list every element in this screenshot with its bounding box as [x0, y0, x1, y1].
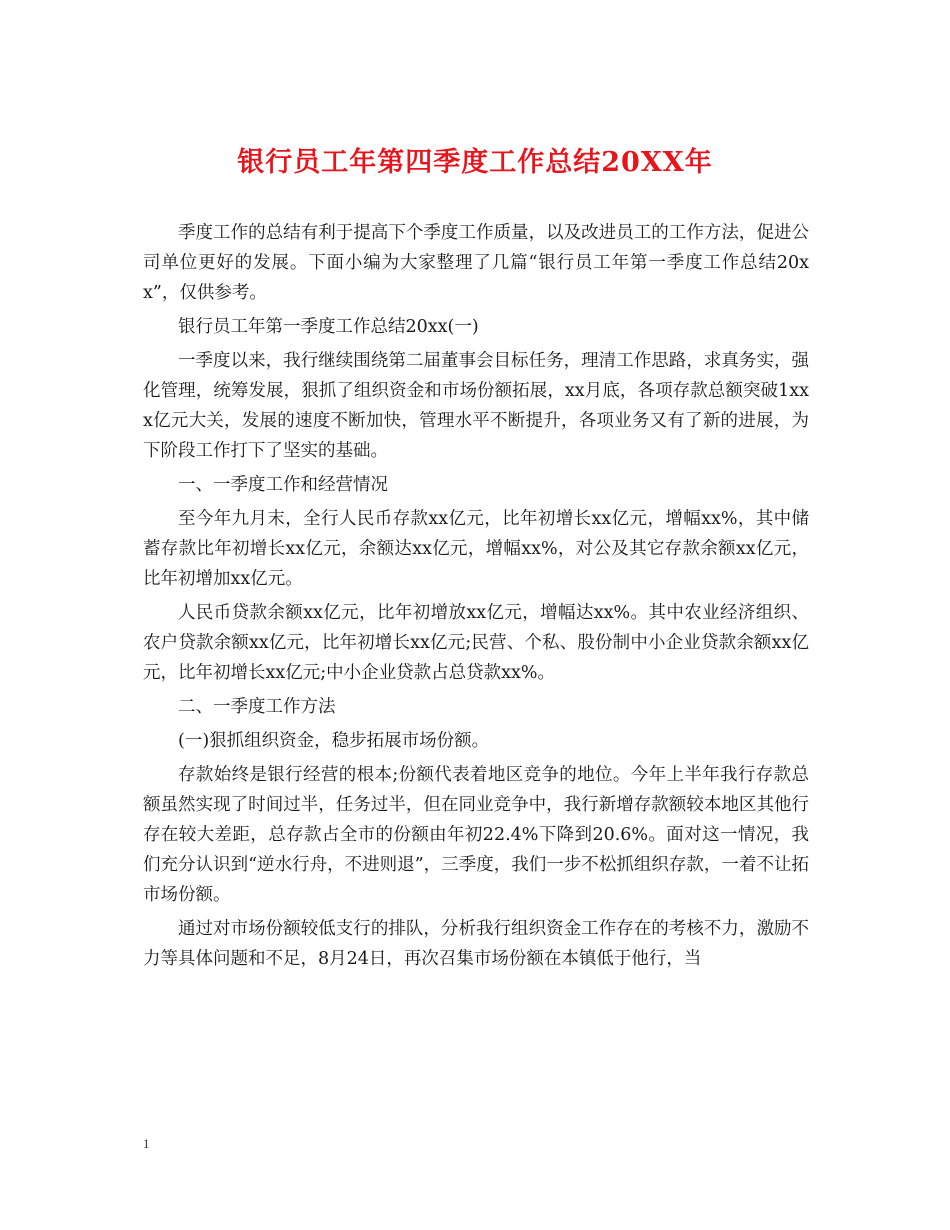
document-body — [143, 218, 809, 978]
subsection-heading-1: (一)狠抓组织资金，稳步拓展市场份额。 — [178, 731, 490, 751]
paragraph-deposits: 至今年九月末，全行人民币存款xx亿元，比年初增长xx亿元，增幅xx%，其中储蓄存款比年初增长xx亿元，余额达xx亿元，增幅xx%，对公及其它存款余额xx亿元，比年初增加xx亿元。 — [143, 509, 809, 589]
document-title: 银行员工年第四季度工作总结20XX年 — [237, 147, 713, 178]
paragraph-ranking: 通过对市场份额较低支行的排队，分析我行组织资金工作存在的考核不力，激励不力等具体问题和不足，8月24日，再次召集市场份额在本镇低于他行，当 — [143, 919, 809, 969]
section-heading-1: 一、一季度工作和经营情况 — [178, 475, 388, 495]
section-heading-2: 二、一季度工作方法 — [178, 697, 336, 717]
paragraph-market-share: 存款始终是银行经营的根本;份额代表着地区竞争的地位。今年上半年我行存款总额虽然实现了时间过半，任务过半，但在同业竞争中，我行新增存款额较本地区其他行存在较大差距，总存款占全市的份额由年初22.4%下降到20.6%。面对这一情况，我们充分认识到“逆水行舟，不进则退”，三季度，我们一步不松抓组织存款，一着不让拓市场份额。 — [143, 765, 809, 905]
paragraph-intro: 季度工作的总结有利于提高下个季度工作质量，以及改进员工的工作方法，促进公司单位更好的发展。下面小编为大家整理了几篇“银行员工年第一季度工作总结20xx”，仅供参考。 — [143, 223, 809, 303]
paragraph-overview: 一季度以来，我行继续围绕第二届董事会目标任务，理清工作思路，求真务实，强化管理，统筹发展，狠抓了组织资金和市场份额拓展，xx月底，各项存款总额突破1xxx亿元大关，发展的速度不断加快，管理水平不断提升，各项业务又有了新的进展，为下阶段工作打下了坚实的基础。 — [143, 351, 809, 461]
page-number: 1 — [143, 1136, 150, 1151]
paragraph-subtitle: 银行员工年第一季度工作总结20xx(一) — [178, 317, 479, 337]
paragraph-loans: 人民币贷款余额xx亿元，比年初增放xx亿元，增幅达xx%。其中农业经济组织、农户贷款余额xx亿元，比年初增长xx亿元;民营、个私、股份制中小企业贷款余额xx亿元，比年初增长xx亿元;中小企业贷款占总贷款xx%。 — [143, 603, 809, 683]
